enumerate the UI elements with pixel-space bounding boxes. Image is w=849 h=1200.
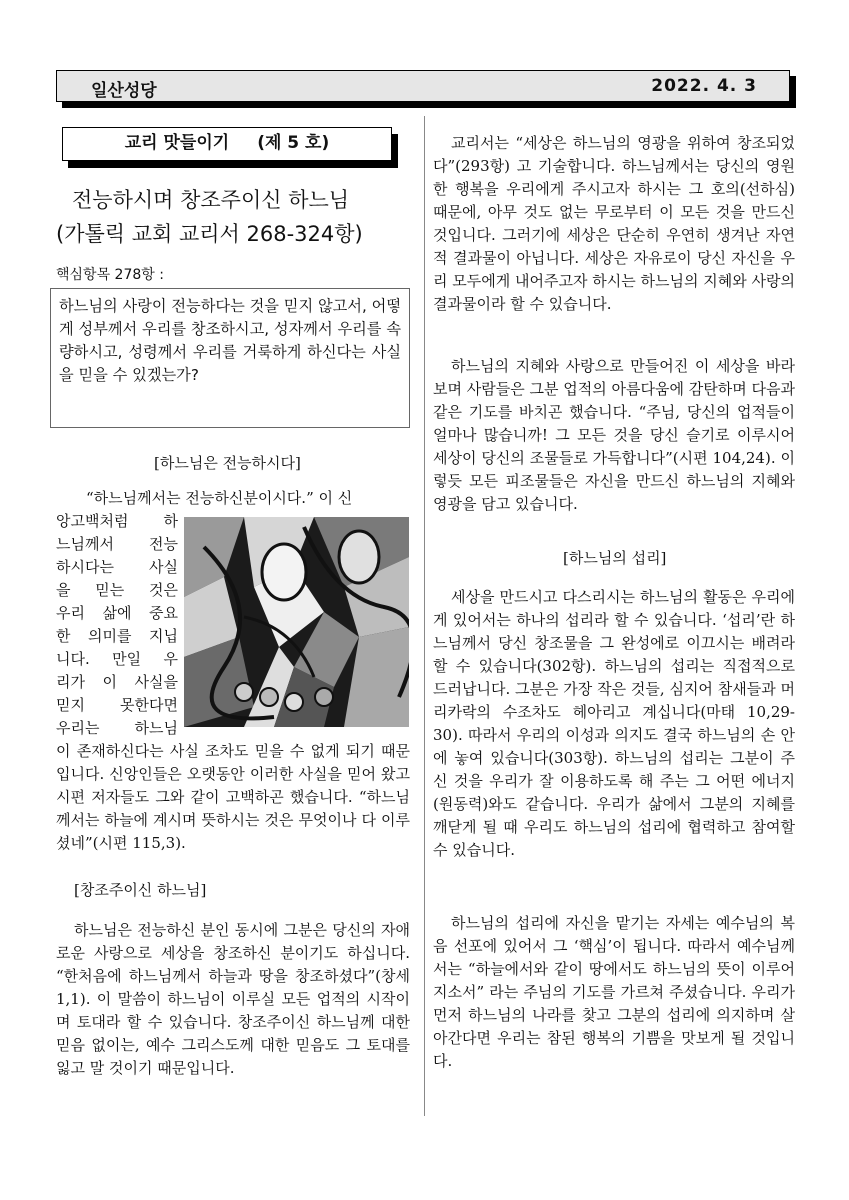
page-header [56, 70, 790, 102]
wrap-line: 믿지 못한다면 [56, 696, 178, 714]
series-box [62, 127, 392, 161]
stained-glass-icon [184, 517, 409, 727]
series-label: 교리 맛들이기 [124, 133, 230, 153]
core-question-box: 하느님의 사랑이 전능하다는 것을 믿지 않고서, 어떻게 성부께서 우리를 창조하시고, 성자께서 우리를 속량하시고, 성령께서 우리를 거룩하게 하신다는 사실을 믿을 수 있겠는가? [50, 288, 410, 428]
right-para-3: 세상을 만드시고 다스리시는 하느님의 활동은 우리에게 있어서는 하나의 섭리라 할 수 있습니다. ‘섭리’란 하느님께서 당신 창조물을 그 완성에로 이끄시는 배려라 할 수 있습니다(302항). 하느님의 섭리는 직접적으로 드러납니다. 그분은 가장 작은 것들, 심지어 참새들과 머리카락의 수조차도 헤아리고 계십니다(마태 10,29-30). 따라서 우리의 이성과 의지도 결국 하느님의 손 안에 놓여 있습니다(303항). 하느님의 섭리는 그분이 주신 것을 우리가 잘 이용하도록 해 주는 그 어떤 에너지(원동력)와도 같습니다. 우리가 삶에서 그분의 지혜를 깨닫게 될 때 우리도 하느님의 섭리에 협력하고 참여할 수 있습니다. [433, 588, 795, 859]
section2-body: 하느님은 전능하신 분인 동시에 그분은 당신의 자애로운 사랑으로 세상을 창조하신 분이기도 하십니다. “한처음에 하느님께서 하늘과 땅을 창조하셨다”(창세 1,1). 이 말씀이 하느님이 이루실 모든 업적의 시작이며 토대라 할 수 있습니다. 창조주이신 하느님께 대한 믿음 없이는, 예수 그리스도께 대한 믿음도 그 토대를 잃고 말 것이기 때문입니다. [56, 921, 410, 1077]
section-heading-creator: [창조주이신 하느님] [74, 881, 207, 899]
wrap-line: 우리 삶에 중요 [56, 604, 178, 622]
section-heading-omnipotent: [하느님은 전능하시다] [154, 454, 301, 472]
right-para-4: 하느님의 섭리에 자신을 맡기는 자세는 예수님의 복음 선포에 있어서 그 ‘핵심’이 됩니다. 따라서 예수님께서는 “하늘에서와 같이 땅에서도 하느님의 뜻이 이루어지소서” 라는 주님의 기도를 가르쳐 주셨습니다. 우리가 먼저 하느님의 나라를 찾고 그분의 섭리에 의지하며 살아간다면 우리는 참된 행복의 기쁨을 맛보게 될 것입니다. [433, 914, 795, 1070]
right-para-2: 하느님의 지혜와 사랑으로 만들어진 이 세상을 바라보며 사람들은 그분 업적의 아름다움에 감탄하며 다음과 같은 기도를 바치곤 했습니다. “주님, 당신의 업적들이 얼마나 많습니까! 그 모든 것을 당신 슬기로 이루시어 세상이 당신의 조물들로 가득합니다”(시편 104,24). 이렇듯 모든 피조물들은 자신을 만드신 하느님의 지혜와 영광을 담고 있습니다. [433, 357, 795, 513]
article-subtitle: (가톨릭 교회 교리서 268-324항) [56, 222, 363, 246]
section1-first-line: “하느님께서는 전능하신분이시다.” 이 신 [86, 489, 353, 507]
right-para-1: 교리서는 “세상은 하느님의 영광을 위하여 창조되었다”(293항) 고 기술합니다. 하느님께서는 당신의 영원한 행복을 우리에게 주시고자 하시는 그 호의(선하심) 때문에, 아무 것도 없는 무로부터 이 모든 것을 만드신 것입니다. 그러기에 세상은 단순히 우연히 생겨난 자연적 결과물이 아닙니다. 세상은 자유로이 당신 자신을 우리 모두에게 내어주고자 하시는 하느님의 지혜와 사랑의 결과물이라 할 수 있습니다. [433, 134, 795, 313]
wrap-line: 느님께서 전능 [56, 535, 178, 553]
core-item-label: 핵심항목 278항 : [56, 267, 164, 283]
section1-body: 이 존재하신다는 사실 조차도 믿을 수 없게 되기 때문입니다. 신앙인들은 오랫동안 이러한 사실을 믿어 왔고 시편 저자들도 그와 같이 고백하곤 했습니다. “하느님께서는 하늘에 계시며 뜻하시는 것은 무엇이나 다 이루셨네”(시편 115,3). [56, 742, 410, 852]
issue-date: 2022. 4. 3 [651, 76, 757, 96]
article-title: 전능하시며 창조주이신 하느님 [72, 188, 350, 212]
wrap-line: 우리는 하느님 [56, 719, 178, 737]
wrap-line: 하시다는 사실 [56, 558, 178, 576]
wrap-line: 을 믿는 것은 [56, 581, 178, 599]
section-heading-providence: [하느님의 섭리] [563, 549, 667, 567]
column-divider [424, 116, 425, 1116]
wrap-line: 한 의미를 지닙 [56, 627, 178, 645]
wrap-line: 리가 이 사실을 [56, 673, 178, 691]
wrap-line: 니다. 만일 우 [56, 650, 178, 668]
parish-name: 일산성당 [91, 81, 157, 101]
wrap-line: 앙고백처럼 하 [56, 512, 178, 530]
series-number: (제 5 호) [257, 133, 330, 153]
stained-glass-artwork [184, 517, 409, 727]
